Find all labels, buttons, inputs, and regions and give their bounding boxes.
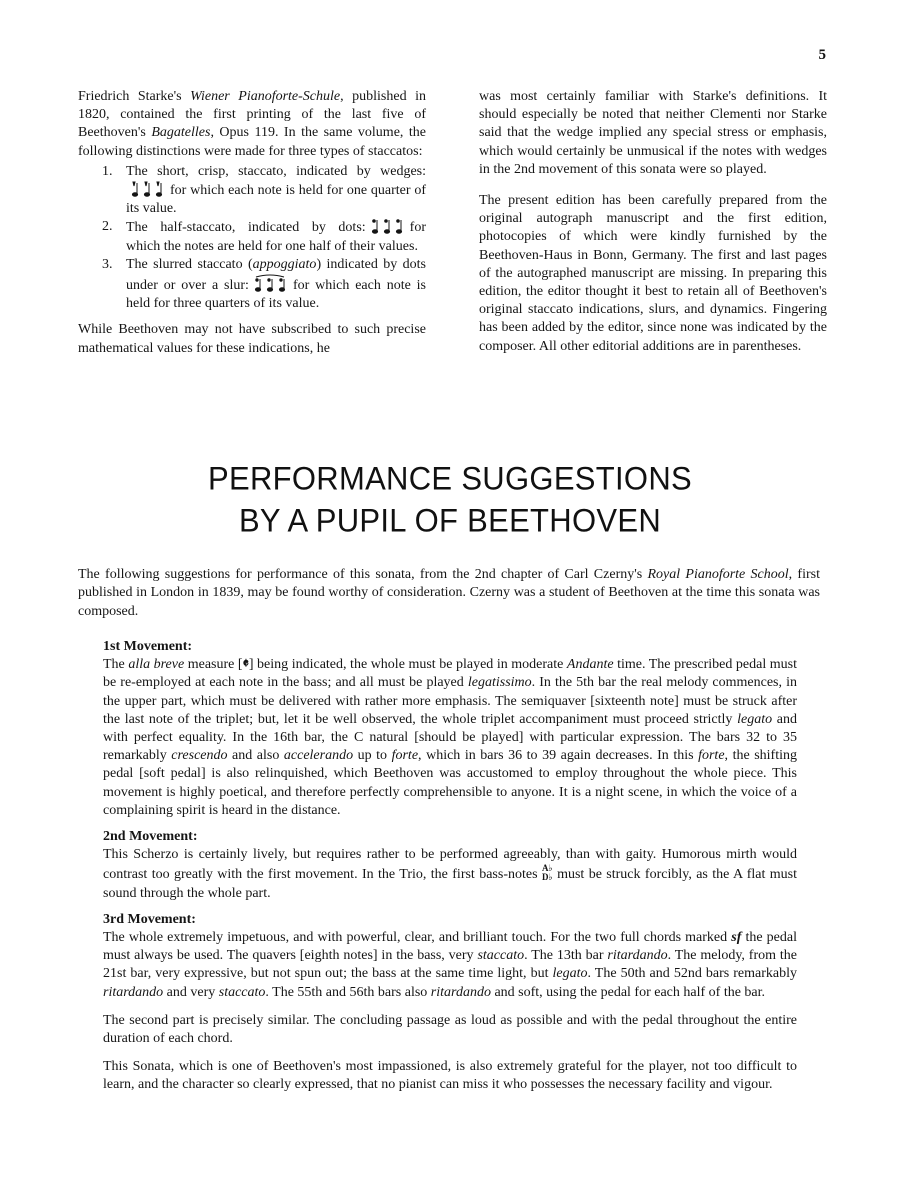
text-run: , published in 1820, contained the first printing of the last five of Beethoven's [78,89,426,141]
italic-term: ritardando [430,984,491,1000]
italic-term: forte [391,748,419,764]
text-run: and very [163,984,219,1000]
staccato-intro-paragraph [78,88,426,161]
italic-term: ritardando [607,948,668,964]
text-run: up to [353,748,392,764]
starke-definitions-paragraph: was most certainly familiar with Starke's definitions. It should especially be noted that neither Clementi nor Starke said that the wedge implied any special stress or emphasis, which would certainly be unmusical if the notes with wedges in the 2nd movement of this sonata were so played. [479,89,827,177]
text-run: and soft, using the pedal for each half of the bar. [490,984,766,1000]
beethoven-closing-paragraph: While Beethoven may not have subscribed to such precise mathematical values for these indications, he [78,322,426,356]
text-run: time. The prescribed pedal must be re-employed at each note in the bass; and all must be played [103,657,797,691]
text-run: . In the 5th bar the real melody commences, in the upper part, which must be delivered with rather more emphasis. The semiquaver [sixteenth note] must be struck after the last note of the triplet; but, let it be well observed, the whole triplet accompaniment must proceed strictly [103,675,797,727]
italic-term: forte [698,748,725,764]
text-run: The half-staccato, indicated by dots: [126,220,366,236]
work-title: Bagatelles [151,125,211,141]
italic-term: ritardando [103,984,164,1000]
page-number: 5 [818,47,826,63]
dot-staccato-notes-icon [370,218,406,234]
text-run: measure [ [184,657,243,673]
text-run: The [103,657,129,673]
list-item [78,218,426,255]
list-item-text [126,256,426,314]
italic-term: alla breve [128,657,185,673]
italic-term: staccato [477,948,525,964]
movement-1 [103,638,797,820]
text-run: . The 50th and 52nd bars remarkably [587,966,797,982]
text-run: and with perfect equality. In the 16th bar, the C natural [should be played] with particular expression. The bars 32 to 35 remarkably [103,711,797,764]
section-headline [0,458,900,542]
text-run: Friedrich Starke's [78,89,191,104]
text-run: The short, crisp, staccato, indicated by wedges: [126,163,426,179]
italic-term: Andante [566,657,614,673]
chord-top-note: A♭ [541,863,553,874]
movement-text: This Sonata, which is one of Beethoven's most impassioned, is also extremely grateful for the player, not too difficult to learn, and the character so clearly expressed, that no pianist can miss it who possesses the necessary facility and vigour. [103,1059,797,1093]
top-two-columns [78,88,827,358]
list-number: 3. [102,256,113,272]
sforzando-mark: sf [731,930,742,946]
italic-term: legato [552,966,588,982]
movement-3 [103,911,797,1095]
text-run: The slurred staccato ( [126,256,253,272]
czerny-intro-paragraph [78,566,820,621]
italic-term: crescendo [171,748,228,764]
text-run: and also [227,748,284,764]
text-run: The following suggestions for performance of this sonata, from the 2nd chapter of Carl Czerny's [78,567,648,582]
list-number: 2. [102,219,113,235]
text-run: , Opus 119. In the same volume, the following distinctions were made for three types of staccatos: [78,125,426,159]
list-item [78,163,426,219]
text-run: ] being indicated, the whole must be played in moderate [248,657,567,673]
text-run: ) indicated by dots under or over a slur: [126,256,427,294]
bass-chord-notation [542,864,553,882]
text-run: for which the notes are held for one half of their values. [126,220,426,254]
list-item-text [126,163,426,219]
movement-heading: 3rd Movement: [103,911,196,927]
left-column [78,88,426,358]
italic-term: legatissimo [467,675,532,691]
text-run: , the shifting pedal [soft pedal] is also relinquished, which Beethoven was accustomed to employ throughout the whole piece. This movement is highly poetical, and therefore perfectly comprehensible to anyone. It is a night scene, in which the voice of a complaining spirit is heard in the distance. [103,748,797,818]
book-title: Royal Pianoforte School [647,567,789,582]
staccato-types-list [78,163,426,314]
list-item [78,256,426,314]
movement-heading: 2nd Movement: [103,829,198,845]
text-run: must be struck forcibly, as the A flat must sound through the whole part. [103,867,797,901]
movement-2 [103,828,797,903]
text-run: . The melody, from the 21st bar, very expressive, but not spun out; the bass at the same time light, but [103,948,797,982]
list-number: 1. [102,163,113,179]
movement-text: The second part is precisely similar. The concluding passage as loud as possible and with the pedal throughout the entire duration of each chord. [103,1012,797,1047]
text-run: for which each note is held for three quarters of its value. [126,278,426,312]
slurred-staccato-notes-icon [253,274,289,292]
headline-line-1: PERFORMANCE SUGGESTIONS [207,460,692,497]
cut-time-symbol-icon: 𝄵 [242,657,249,673]
chord-bottom-note: D♭ [541,872,553,883]
movement-text [103,846,797,903]
movement-text [103,929,797,1002]
book-title: Wiener Pianoforte-Schule [190,89,341,104]
italic-term: legato [737,711,773,727]
text-run: for which each note is held for one quarter of its value. [126,183,426,217]
headline-line-2: BY A PUPIL OF BEETHOVEN [238,502,662,539]
italic-term: staccato [218,984,266,1000]
wedge-staccato-notes-icon [130,181,166,197]
text-run: . The 13th bar [524,948,608,964]
italic-term: appoggiato [252,256,317,272]
movement-heading: 1st Movement: [103,639,193,654]
edition-paragraph: The present edition has been carefully prepared from the original autograph manuscript and the first edition, photocopies of which were kindly furnished by the Beethoven-Haus in Bonn, Germany. The first and last pages of the autographed manuscript are missing. In preparing this edition, the editor thought it best to retain all of Beethoven's original staccato indications, slurs, and dynamics. Fingering has been added by the editor, since none was indicated by the composer. All other editorial additions are in parentheses. [479,193,827,354]
right-column [479,88,827,358]
text-run: , which in bars 36 to 39 again decreases. In this [418,748,699,764]
movement-suggestions [103,638,797,1095]
italic-term: accelerando [283,748,354,764]
text-run: , first published in London in 1839, may be found worthy of consideration. Czerny was a student of Beethoven at the time this sonata was composed. [78,567,820,619]
text-run: The whole extremely impetuous, and with powerful, clear, and brilliant touch. For the two full chords marked [103,930,732,946]
list-item-text [126,218,426,255]
text-run: the pedal must always be used. The quavers [eighth notes] in the bass, very [103,930,798,964]
text-run: This Scherzo is certainly lively, but requires rather to be performed agreeably, than with gaity. Humorous mirth would contrast too greatly with the first movement. In the Trio, the first bass-notes [103,847,797,883]
movement-text [103,656,797,820]
text-run: . The 55th and 56th bars also [265,984,431,1000]
